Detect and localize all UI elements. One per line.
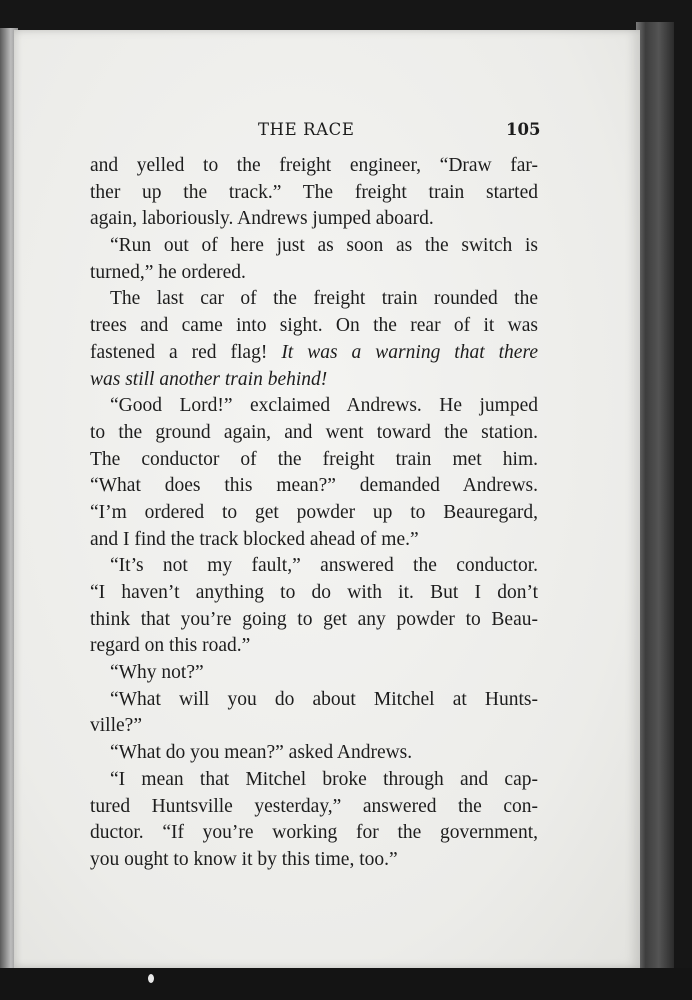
text-line [90, 607, 538, 634]
line-text: ductor. “If you’re working for the government, [90, 822, 538, 844]
italic-text: It was a warning that there [281, 341, 538, 363]
line-text: tured Huntsville yesterday,” answered the con- [90, 795, 538, 817]
line-text: to the ground again, and went toward the station. [90, 421, 538, 443]
dust-speck [148, 974, 154, 983]
chapter-title: THE RACE [258, 120, 355, 139]
text-line [90, 447, 538, 474]
text-line [90, 153, 538, 180]
line-text: “Run out of here just as soon as the switch is [110, 235, 538, 257]
text-line [90, 500, 538, 527]
body-text [90, 153, 538, 874]
line-text: “Good Lord!” exclaimed Andrews. He jumped [110, 395, 538, 417]
line-text: “Why not?” [110, 662, 204, 684]
line-text: and I find the track blocked ahead of me.” [90, 528, 419, 550]
line-text: again, laboriously. Andrews jumped aboard. [90, 208, 434, 230]
line-text: think that you’re going to get any powder to Beau- [90, 608, 538, 630]
text-line [90, 313, 538, 340]
page-number: 105 [506, 120, 541, 139]
text-line [90, 260, 538, 287]
text-line [90, 206, 538, 233]
text-line [90, 633, 538, 660]
line-text: The conductor of the freight train met him. [90, 448, 538, 470]
text-line [90, 580, 538, 607]
text-line [90, 767, 538, 794]
italic-text: was still another train behind! [90, 368, 328, 390]
line-text: “I mean that Mitchel broke through and cap- [110, 768, 538, 790]
line-text: you ought to know it by this time, too.” [90, 848, 398, 870]
line-text: “It’s not my fault,” answered the conductor. [110, 555, 538, 577]
line-text: ther up the track.” The freight train started [90, 181, 538, 203]
text-line [90, 660, 538, 687]
text-line [90, 553, 538, 580]
text-line [90, 847, 538, 874]
text-line [90, 420, 538, 447]
line-text: fastened a red flag! [90, 341, 282, 363]
text-line [90, 527, 538, 554]
line-text: The last car of the freight train rounded the [110, 288, 538, 310]
text-line [90, 340, 538, 367]
text-line [90, 473, 538, 500]
text-line [90, 393, 538, 420]
text-line [90, 367, 538, 394]
running-head [14, 120, 640, 144]
scan-bottom-border [0, 968, 692, 1000]
line-text: ville?” [90, 715, 142, 737]
book-cover-edge [636, 22, 674, 972]
text-line [90, 233, 538, 260]
line-text: trees and came into sight. On the rear of it was [90, 315, 538, 337]
line-text: “I haven’t anything to do with it. But I don’t [90, 582, 538, 603]
line-text: regard on this road.” [90, 635, 251, 657]
text-line [90, 286, 538, 313]
line-text: and yelled to the freight engineer, “Draw far- [90, 155, 538, 176]
line-text: “I’m ordered to get powder up to Beauregard, [90, 501, 538, 523]
text-line [90, 180, 538, 207]
line-text: turned,” he ordered. [90, 261, 246, 283]
text-line [90, 713, 538, 740]
text-line [90, 820, 538, 847]
text-line [90, 687, 538, 714]
line-text: “What will you do about Mitchel at Hunts- [110, 688, 538, 710]
book-page [14, 30, 640, 968]
line-text: “What do you mean?” asked Andrews. [110, 742, 413, 764]
text-line [90, 740, 538, 767]
text-line [90, 794, 538, 821]
line-text: “What does this mean?” demanded Andrews. [90, 475, 538, 497]
